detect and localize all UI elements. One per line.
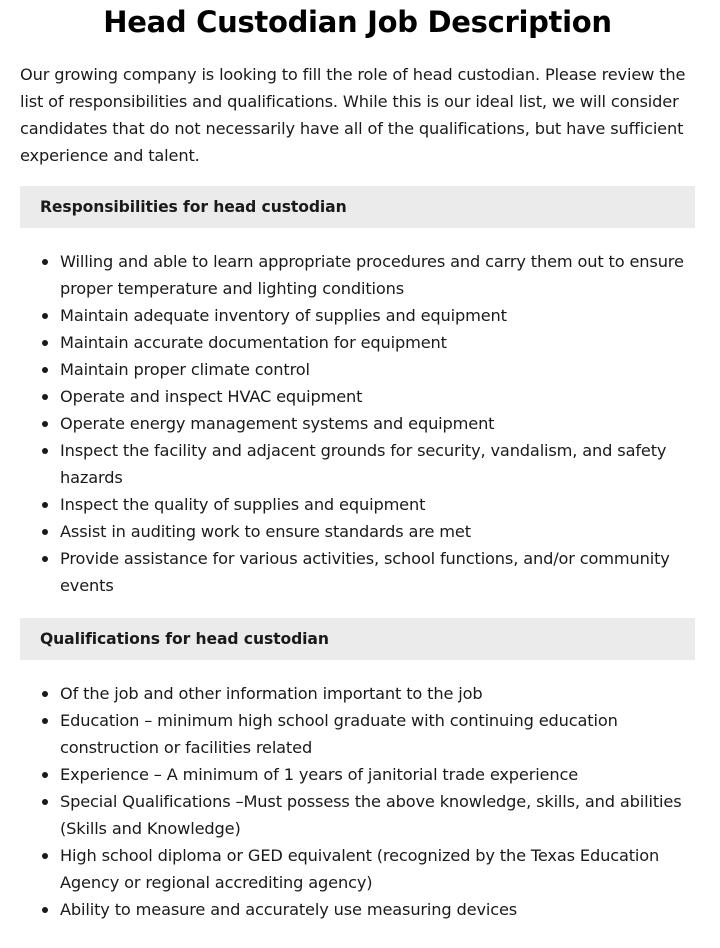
intro-paragraph: Our growing company is looking to fill the role of head custodian. Please review the list of responsibilities and qualifications. While this is our ideal list, we will consider candidates that do not necessarily have all of the qualifications, but have sufficient experience and talent.: [20, 65, 686, 165]
list-item: Experience – A minimum of 1 years of janitorial trade experience: [20, 761, 695, 788]
list-item: Education – minimum high school graduate with continuing education construction or facilities related: [20, 707, 695, 761]
list-item: Provide assistance for various activities, school functions, and/or community events: [20, 545, 695, 599]
list-item: Special Qualifications –Must possess the above knowledge, skills, and abilities (Skills and Knowledge): [20, 788, 695, 842]
responsibilities-heading: Responsibilities for head custodian: [40, 198, 347, 216]
responsibilities-list: [20, 248, 695, 599]
page-title: Head Custodian Job Description: [103, 5, 612, 39]
list-item: Maintain accurate documentation for equipment: [20, 329, 695, 356]
list-item: Inspect the quality of supplies and equipment: [20, 491, 695, 518]
list-item: Maintain adequate inventory of supplies and equipment: [20, 302, 695, 329]
list-item: Assist in auditing work to ensure standards are met: [20, 518, 695, 545]
list-item: Inspect the facility and adjacent grounds for security, vandalism, and safety hazards: [20, 437, 695, 491]
qualifications-list: [20, 680, 695, 923]
list-item: Operate energy management systems and equipment: [20, 410, 695, 437]
list-item: High school diploma or GED equivalent (recognized by the Texas Education Agency or regional accrediting agency): [20, 842, 695, 896]
list-item: Operate and inspect HVAC equipment: [20, 383, 695, 410]
qualifications-heading: Qualifications for head custodian: [40, 630, 329, 648]
list-item: Maintain proper climate control: [20, 356, 695, 383]
responsibilities-header: [20, 186, 695, 228]
qualifications-header: [20, 618, 695, 660]
list-item: Of the job and other information important to the job: [20, 680, 695, 707]
list-item: Willing and able to learn appropriate procedures and carry them out to ensure proper temperature and lighting conditions: [20, 248, 695, 302]
list-item: Ability to measure and accurately use measuring devices: [20, 896, 695, 923]
